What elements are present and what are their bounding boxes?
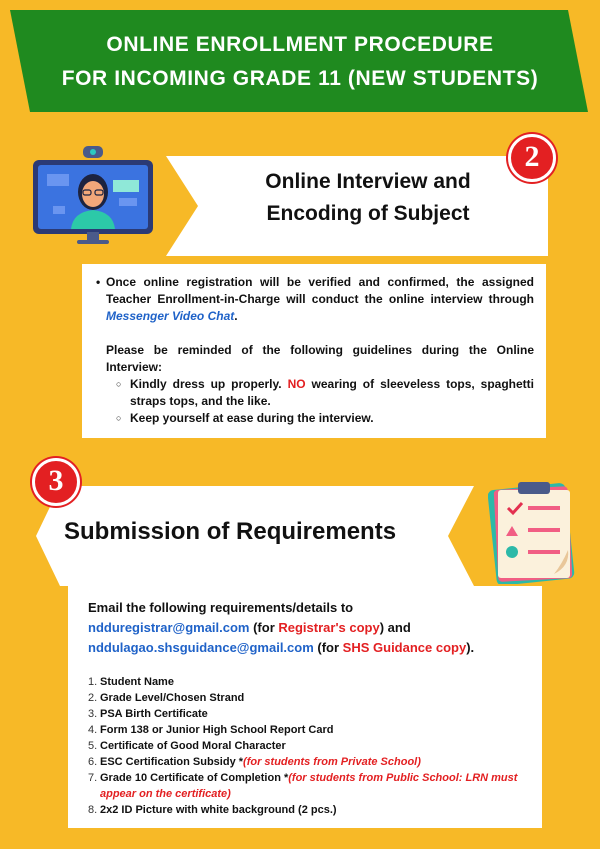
list-item xyxy=(88,690,542,706)
step3-number-badge: 3 xyxy=(32,458,80,506)
guideline-text: Keep yourself at ease during the interview. xyxy=(130,411,374,425)
guidance-copy-label: SHS Guidance copy xyxy=(342,640,467,655)
banner-line-1: ONLINE ENROLLMENT PROCEDURE xyxy=(106,33,494,56)
list-item-text: Certificate of Good Moral Character xyxy=(100,740,286,752)
interview-text-end: . xyxy=(234,309,238,323)
list-item-text: 2x2 ID Picture with white background (2 pcs.) xyxy=(100,804,337,816)
guidance-email-line xyxy=(88,638,542,658)
step2-title-line-2: Encoding of Subject xyxy=(266,202,470,225)
registrar-email-line xyxy=(88,618,542,638)
video-call-monitor-icon xyxy=(33,146,153,246)
list-item xyxy=(88,674,542,690)
list-item-note: (for students from Private School) xyxy=(243,756,421,768)
list-item-text: Student Name xyxy=(100,676,174,688)
list-item xyxy=(88,770,542,802)
list-item-number: 8. xyxy=(88,804,98,816)
checklist-clipboard-icon xyxy=(488,478,580,584)
list-item-text: ESC Certification Subsidy * xyxy=(100,756,244,768)
interview-info-box xyxy=(82,264,546,438)
interview-paragraph xyxy=(96,274,534,325)
email-for-text-end: ). xyxy=(466,640,475,655)
step2-title-line-1: Online Interview and xyxy=(265,170,471,193)
requirements-list xyxy=(88,674,542,818)
bullet-icon: • xyxy=(96,275,101,289)
email-for-text: (for xyxy=(249,620,279,635)
email-for-text: (for xyxy=(313,640,343,655)
list-item-number: 7. xyxy=(88,772,98,784)
list-item-text: PSA Birth Certificate xyxy=(100,708,208,720)
requirements-intro: Email the following requirements/details to xyxy=(88,600,354,615)
registrar-email-link[interactable]: ndduregistrar@gmail.com xyxy=(88,620,250,635)
list-item xyxy=(88,754,542,770)
list-item-note: (for students from Public School: LRN must appear on the certificate) xyxy=(100,772,518,800)
list-item-text: Grade 10 Certificate of Completion * xyxy=(100,772,289,784)
guideline-item xyxy=(116,376,534,410)
email-for-text-end: ) and xyxy=(379,620,411,635)
registrar-copy-label: Registrar's copy xyxy=(278,620,380,635)
banner-line-2: FOR INCOMING GRADE 11 (NEW STUDENTS) xyxy=(61,67,539,90)
guideline-text-rest: wearing of sleeveless tops, spaghetti straps tops, and the like. xyxy=(130,377,535,408)
list-item xyxy=(88,706,542,722)
list-item-number: 3. xyxy=(88,708,98,720)
requirements-box xyxy=(68,586,542,828)
list-item-text: Form 138 or Junior High School Report Card xyxy=(100,724,334,736)
step2-number-badge: 2 xyxy=(508,134,556,182)
list-item-number: 1. xyxy=(88,676,98,688)
guideline-no: NO xyxy=(287,377,306,391)
guideline-item xyxy=(116,410,534,427)
list-item-number: 6. xyxy=(88,756,98,768)
step2-title xyxy=(208,166,528,230)
guidelines-intro: Please be reminded of the following guidelines during the Online Interview: xyxy=(106,343,534,374)
list-item-number: 2. xyxy=(88,692,98,704)
interview-text: Once online registration will be verified and confirmed, the assigned Teacher Enrollment-in-Charge will conduct the online interview through xyxy=(106,275,534,306)
step3-title: Submission of Requirements xyxy=(64,518,397,545)
list-item-text: Grade Level/Chosen Strand xyxy=(100,692,245,704)
messenger-video-chat-link[interactable]: Messenger Video Chat xyxy=(106,309,235,323)
list-item-number: 4. xyxy=(88,724,98,736)
list-item xyxy=(88,722,542,738)
circle-bullet-icon: ○ xyxy=(116,413,122,423)
list-item-number: 5. xyxy=(88,740,98,752)
circle-bullet-icon: ○ xyxy=(116,379,122,389)
guidance-email-link[interactable]: nddulagao.shsguidance@gmail.com xyxy=(88,640,314,655)
guideline-text: Kindly dress up properly. xyxy=(130,377,288,391)
list-item xyxy=(88,802,542,818)
list-item xyxy=(88,738,542,754)
